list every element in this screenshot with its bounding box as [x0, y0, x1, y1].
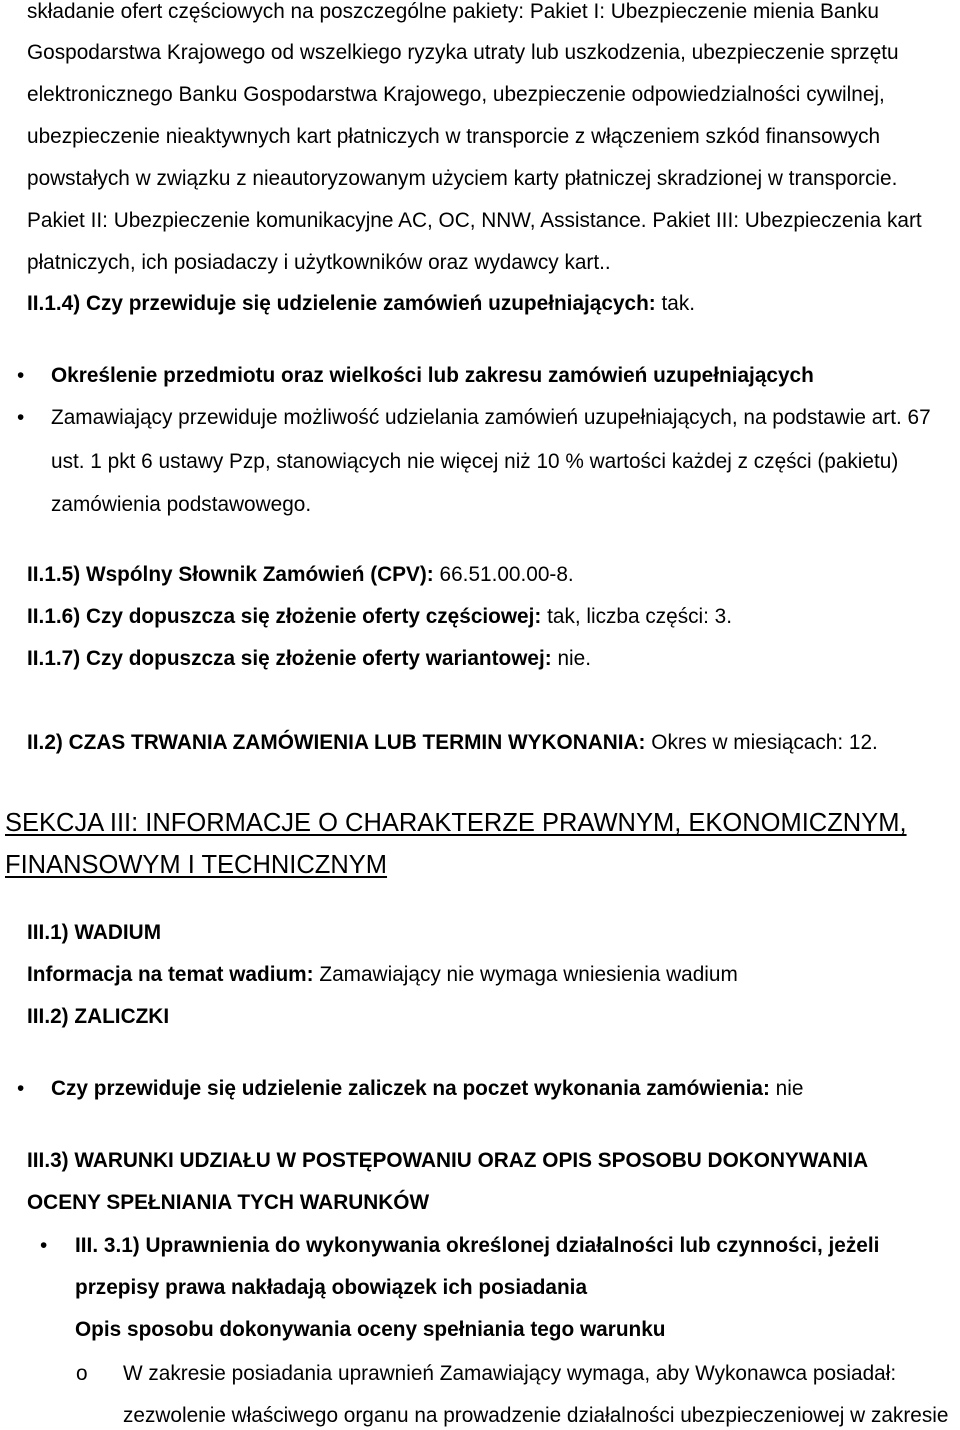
section-ii-2-value: Okres w miesiącach: 12. [651, 731, 878, 754]
intro-line-6: Pakiet II: Ubezpieczenie komunikacyjne AC, OC, NNW, Assistance. Pakiet III: Ubezpieczenia kart [27, 209, 922, 232]
section-ii-1-4-value: tak. [661, 292, 696, 315]
section-ii-1-6-label: II.1.6) Czy dopuszcza się złożenie oferty częściowej: [27, 605, 542, 628]
supplementary-orders-line-2: ust. 1 pkt 6 ustawy Pzp, stanowiących nie więcej niż 10 % wartości każdej z części (pakietu) [51, 450, 899, 473]
item-3-1-title-line-1: III. 3.1) Uprawnienia do wykonywania określonej działalności lub czynności, jeżeli [75, 1234, 880, 1257]
bullet-marker: • [17, 406, 25, 429]
item-3-1-requirement-line-1: W zakresie posiadania uprawnień Zamawiający wymaga, aby Wykonawca posiadał: [123, 1362, 897, 1385]
intro-line-4: ubezpieczenie nieaktywnych kart płatniczych w transporcie z włączeniem szkód finansowych [27, 125, 881, 148]
section-iii-title-line-1: SEKCJA III: INFORMACJE O CHARAKTERZE PRAWNYM, EKONOMICZNYM, [5, 809, 907, 837]
section-iii-2-answer: nie [775, 1077, 804, 1100]
supplementary-orders-line-1: Zamawiający przewiduje możliwość udzielania zamówień uzupełniających, na podstawie art. 67 [51, 406, 931, 429]
section-iii-3-heading-line-2: OCENY SPEŁNIANIA TYCH WARUNKÓW [27, 1191, 430, 1214]
section-iii-1-heading: III.1) WADIUM [27, 921, 162, 944]
intro-line-5: powstałych w związku z nieautoryzowanym użyciem karty płatniczej skradzionej w transporcie. [27, 167, 898, 190]
section-ii-1-6 [27, 605, 732, 629]
section-iii-1-info-label: Informacja na temat wadium: [27, 963, 314, 986]
intro-line-2: Gospodarstwa Krajowego od wszelkiego ryzyka utraty lub uszkodzenia, ubezpieczenie sprzętu [27, 41, 899, 64]
section-iii-2-question-label: Czy przewiduje się udzielenie zaliczek na poczet wykonania zamówienia: [51, 1077, 770, 1100]
section-iii-1-info [27, 963, 738, 987]
supplementary-orders-heading: Określenie przedmiotu oraz wielkości lub zakresu zamówień uzupełniających [51, 364, 814, 387]
bullet-marker: • [17, 1077, 25, 1100]
section-ii-1-7-value: nie. [557, 647, 591, 670]
section-ii-1-7 [27, 647, 591, 671]
section-ii-2 [27, 731, 878, 755]
bullet-marker: • [17, 364, 25, 387]
intro-line-3: elektronicznego Banku Gospodarstwa Krajowego, ubezpieczenie odpowiedzialności cywilnej, [27, 83, 885, 106]
section-ii-1-7-label: II.1.7) Czy dopuszcza się złożenie oferty wariantowej: [27, 647, 552, 670]
intro-line-1: składanie ofert częściowych na poszczególne pakiety: Pakiet I: Ubezpieczenie mienia Banku [27, 0, 879, 23]
section-ii-1-6-value: tak, liczba części: 3. [547, 605, 733, 628]
section-ii-1-4-label: II.1.4) Czy przewiduje się udzielenie zamówień uzupełniających: [27, 292, 656, 315]
item-3-1-requirement-line-2: zezwolenie właściwego organu na prowadzenie działalności ubezpieczeniowej w zakresie [123, 1404, 949, 1427]
section-ii-1-5-label: II.1.5) Wspólny Słownik Zamówień (CPV): [27, 563, 434, 586]
item-3-1-title-line-2: przepisy prawa nakładają obowiązek ich posiadania [75, 1276, 588, 1299]
section-iii-title-line-2: FINANSOWYM I TECHNICZNYM [5, 851, 388, 879]
section-iii-2-question [51, 1077, 803, 1101]
intro-line-7: płatniczych, ich posiadaczy i użytkowników oraz wydawcy kart.. [27, 251, 611, 274]
section-iii-3-heading-line-1: III.3) WARUNKI UDZIAŁU W POSTĘPOWANIU ORAZ OPIS SPOSOBU DOKONYWANIA [27, 1149, 869, 1172]
section-ii-2-label: II.2) CZAS TRWANIA ZAMÓWIENIA LUB TERMIN WYKONANIA: [27, 731, 646, 754]
section-iii-2-heading: III.2) ZALICZKI [27, 1005, 170, 1028]
section-ii-1-5 [27, 563, 574, 587]
sub-bullet-marker: o [76, 1362, 88, 1385]
item-3-1-assessment-heading: Opis sposobu dokonywania oceny spełniania tego warunku [75, 1318, 666, 1341]
supplementary-orders-line-3: zamówienia podstawowego. [51, 493, 312, 516]
section-ii-1-4 [27, 292, 695, 316]
section-ii-1-5-value: 66.51.00.00-8. [439, 563, 574, 586]
bullet-marker: • [40, 1234, 48, 1257]
section-iii-1-info-value: Zamawiający nie wymaga wniesienia wadium [319, 963, 738, 986]
